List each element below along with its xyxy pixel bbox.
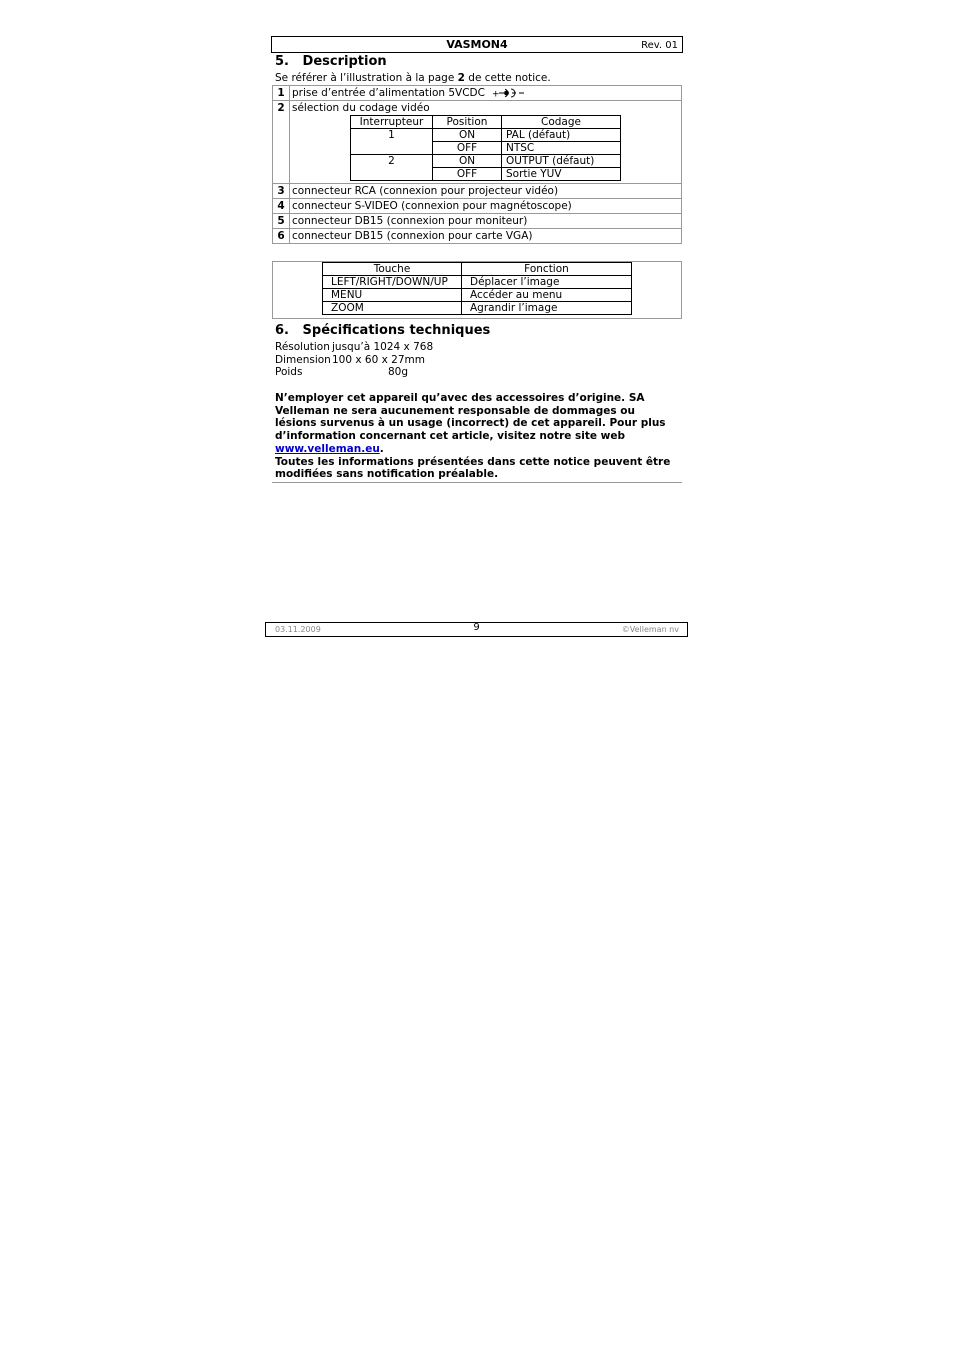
table-row	[351, 155, 621, 168]
row-number: 4	[273, 199, 290, 214]
keys-table-box	[272, 261, 682, 319]
row-text: connecteur DB15 (connexion pour moniteur)	[290, 214, 682, 229]
page-number: 9	[473, 622, 480, 633]
notice-paragraph-2: Toutes les informations présentées dans cette notice peuvent être modifiées sans notification préalable.	[275, 455, 671, 481]
row-number: 6	[273, 229, 290, 244]
spec-value: jusqu’à 1024 x 768	[332, 341, 434, 353]
key-name: LEFT/RIGHT/DOWN/UP	[323, 276, 462, 289]
footer-copyright: ©Velleman nv	[621, 625, 679, 634]
legal-notice	[275, 392, 680, 481]
col-header-coding: Codage	[502, 116, 621, 129]
table-row	[273, 101, 682, 184]
col-header-switch: Interrupteur	[351, 116, 433, 129]
row-label: prise d’entrée d’alimentation 5VCDC	[292, 87, 485, 99]
key-function: Accéder au menu	[462, 289, 632, 302]
svg-text:+: +	[492, 89, 500, 98]
key-name: ZOOM	[323, 302, 462, 315]
footer-date: 03.11.2009	[275, 625, 321, 634]
intro-text: Se référer à l’illustration à la page	[275, 72, 458, 84]
switch-number: 1	[351, 129, 433, 155]
switch-coding: Sortie YUV	[502, 168, 621, 181]
document-title: VASMON4	[446, 38, 508, 51]
spec-value: 100 x 60 x 27mm	[332, 354, 425, 366]
divider	[272, 482, 682, 483]
revision-label: Rev. 01	[641, 40, 678, 51]
row-text: connecteur DB15 (connexion pour carte VGA)	[290, 229, 682, 244]
spec-label: Poids	[275, 366, 303, 378]
table-header-row	[351, 116, 621, 129]
intro-text-end: de cette notice.	[464, 72, 551, 84]
row-label: sélection du codage vidéo	[292, 102, 430, 114]
table-header-row	[323, 263, 632, 276]
row-number: 5	[273, 214, 290, 229]
spec-value: 80g	[388, 366, 409, 378]
velleman-website-link[interactable]: www.velleman.eu	[275, 442, 380, 455]
table-row	[273, 229, 682, 244]
page-footer	[265, 622, 688, 637]
row-number: 2	[273, 101, 290, 184]
switch-coding: OUTPUT (défaut)	[502, 155, 621, 168]
row-number: 1	[273, 86, 290, 101]
table-row	[323, 289, 632, 302]
switch-number: 2	[351, 155, 433, 181]
col-header-key: Touche	[323, 263, 462, 276]
table-row	[323, 302, 632, 315]
row-text	[290, 101, 682, 184]
notice-text-end: .	[379, 442, 384, 455]
page-header	[271, 36, 683, 53]
spec-label: Résolution	[275, 341, 330, 353]
switch-position: OFF	[433, 168, 502, 181]
key-function: Déplacer l’image	[462, 276, 632, 289]
table-row	[273, 214, 682, 229]
row-text	[290, 86, 682, 101]
section-5-intro	[275, 72, 551, 85]
col-header-function: Fonction	[462, 263, 632, 276]
table-row	[351, 129, 621, 142]
intro-page-number: 2	[457, 72, 465, 84]
keys-table	[322, 262, 632, 315]
key-name: MENU	[323, 289, 462, 302]
col-header-position: Position	[433, 116, 502, 129]
switch-coding: PAL (défaut)	[502, 129, 621, 142]
row-text: connecteur S-VIDEO (connexion pour magnétoscope)	[290, 199, 682, 214]
section-6-heading: 6. Spécifications techniques	[275, 323, 491, 338]
switch-position: ON	[433, 129, 502, 142]
notice-text: N’employer cet appareil qu’avec des accessoires d’origine. SA Velleman ne sera aucunement responsable de dommages ou lésions survenus à un usage (incorrect) de cet appareil. Pour plus d’information concernant cet article, visitez notre site web	[275, 392, 666, 443]
switch-coding-table	[350, 115, 621, 181]
switch-position: OFF	[433, 142, 502, 155]
notice-paragraph-1	[275, 392, 680, 456]
switch-coding: NTSC	[502, 142, 621, 155]
switch-position: ON	[433, 155, 502, 168]
key-function: Agrandir l’image	[462, 302, 632, 315]
table-row	[273, 184, 682, 199]
table-row	[323, 276, 632, 289]
description-table	[272, 85, 682, 244]
row-text: connecteur RCA (connexion pour projecteur vidéo)	[290, 184, 682, 199]
spec-label: Dimension	[275, 354, 331, 366]
table-row	[273, 86, 682, 101]
table-row	[273, 199, 682, 214]
section-5-heading: 5. Description	[275, 54, 387, 69]
dc-polarity-icon	[492, 88, 526, 98]
row-number: 3	[273, 184, 290, 199]
